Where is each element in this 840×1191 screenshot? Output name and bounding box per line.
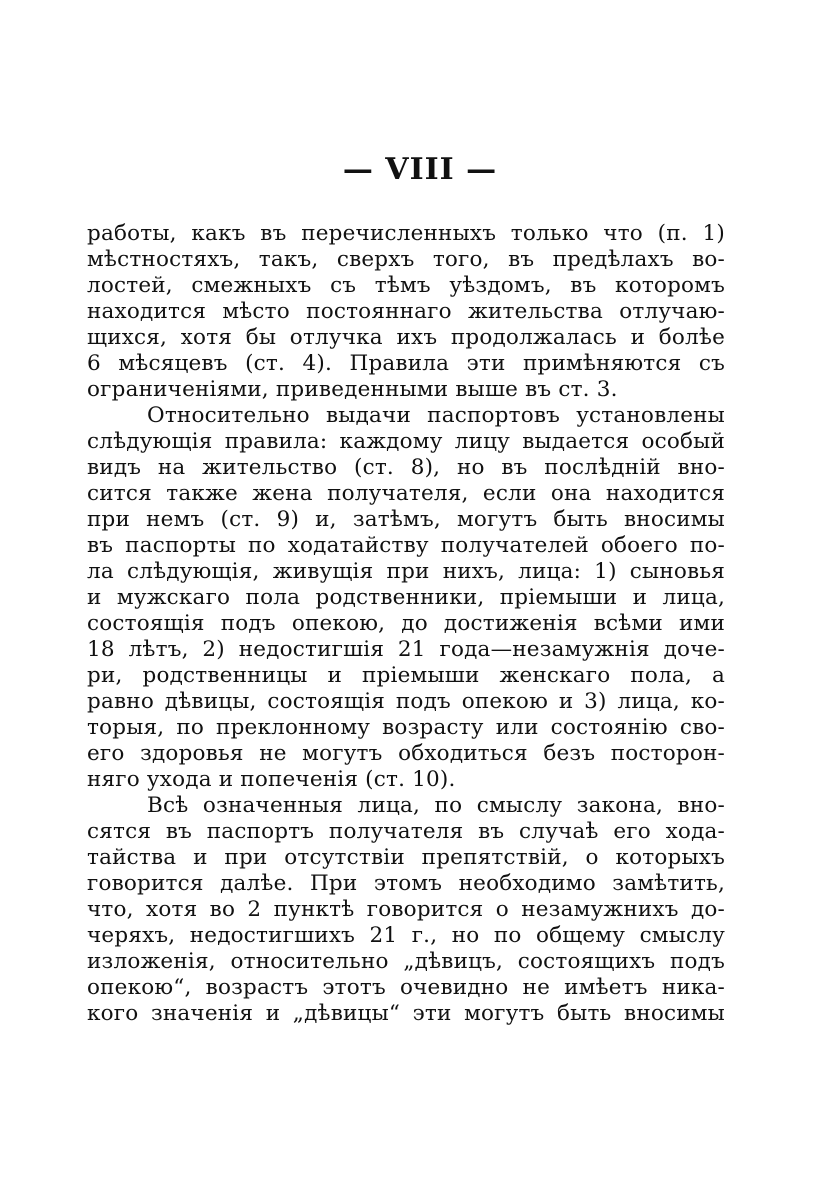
text-line: 6 мѣсяцевъ (ст. 4). Правила эти примѣняются съ bbox=[87, 351, 725, 376]
text-line: кого значенія и „дѣвицы“ эти могутъ быть вносимы bbox=[87, 1001, 725, 1026]
text-line: тайства и при отсутствіи препятствій, о которыхъ bbox=[87, 845, 725, 870]
body-text bbox=[87, 221, 725, 1027]
text-line: находится мѣсто постояннаго жительства отлучаю- bbox=[87, 299, 725, 324]
paragraph-start-line: Относительно выдачи паспортовъ установлены bbox=[147, 403, 725, 428]
text-line: сится также жена получателя, если она находится bbox=[87, 481, 725, 506]
text-line: няго ухода и попеченія (ст. 10). bbox=[87, 767, 456, 792]
text-line: лостей, смежныхъ съ тѣмъ уѣздомъ, въ которомъ bbox=[87, 273, 725, 298]
text-line: слѣдующія правила: каждому лицу выдается особый bbox=[87, 429, 725, 454]
text-line: видъ на жительство (ст. 8), но въ послѣдній вно- bbox=[87, 455, 725, 480]
text-line: щихся, хотя бы отлучка ихъ продолжалась и болѣе bbox=[87, 325, 725, 350]
text-line: черяхъ, недостигшихъ 21 г., но по общему смыслу bbox=[87, 923, 725, 948]
text-line: изложенія, относительно „дѣвицъ, состоящихъ подъ bbox=[87, 949, 725, 974]
text-line: при немъ (ст. 9) и, затѣмъ, могутъ быть вносимы bbox=[87, 507, 725, 532]
text-line: ла слѣдующія, живущія при нихъ, лица: 1) сыновья bbox=[87, 559, 725, 584]
text-line: мѣстностяхъ, такъ, сверхъ того, въ предѣлахъ во- bbox=[87, 247, 725, 272]
text-line: равно дѣвицы, состоящія подъ опекою и 3) лица, ко- bbox=[87, 689, 725, 714]
text-line: что, хотя во 2 пунктѣ говорится о незамужнихъ до- bbox=[87, 897, 725, 922]
text-line: его здоровья не могутъ обходиться безъ посторон- bbox=[87, 741, 725, 766]
text-line: сятся въ паспортъ получателя въ случаѣ его хода- bbox=[87, 819, 725, 844]
text-line: 18 лѣтъ, 2) недостигшія 21 года—незамужнія доче- bbox=[87, 637, 725, 662]
text-line: торыя, по преклонному возрасту или состоянію сво- bbox=[87, 715, 725, 740]
text-line: въ паспорты по ходатайству получателей обоего по- bbox=[87, 533, 725, 558]
text-line: говорится далѣе. При этомъ необходимо замѣтить, bbox=[87, 871, 725, 896]
text-line: опекою“, возрастъ этотъ очевидно не имѣетъ ника- bbox=[87, 975, 725, 1000]
text-line: ри, родственницы и пріемыши женскаго пола, а bbox=[87, 663, 725, 688]
text-line: состоящія подъ опекою, до достиженія всѣми ими bbox=[87, 611, 725, 636]
page-number: — VIII — bbox=[342, 152, 498, 187]
text-line: и мужскаго пола родственники, пріемыши и лица, bbox=[87, 585, 725, 610]
text-line: ограниченіями, приведенными выше въ ст. 3. bbox=[87, 377, 618, 402]
paragraph-start-line: Всѣ означенныя лица, по смыслу закона, вно- bbox=[147, 793, 725, 818]
text-line: работы, какъ въ перечисленныхъ только что (п. 1) bbox=[87, 221, 725, 246]
